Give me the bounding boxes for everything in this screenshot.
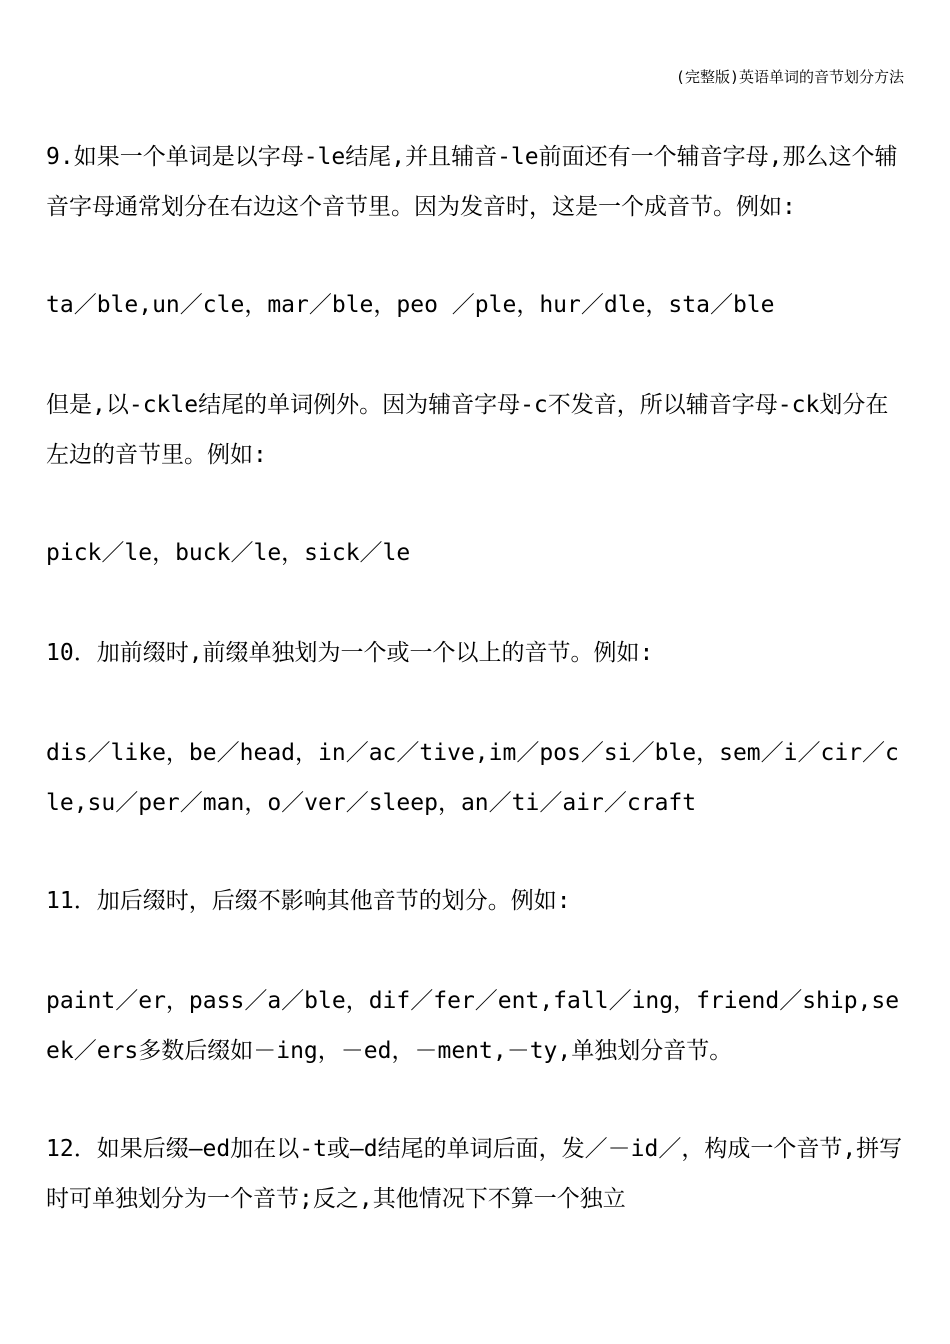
paragraph-rule-12: 12．如果后缀—ed加在以-t或—d结尾的单词后面，发／－id／，构成一个音节,拼写时可单独划分为一个音节;反之,其他情况下不算一个独立 [46,1136,903,1212]
paragraph-rule-11: 11．加后缀时，后缀不影响其他音节的划分。例如: [46,888,571,914]
example-prefix-words: dis／like，be／head，in／ac／tive,im／pos／si／ble，sem／i／cir／cle,su／per／man，o／ver／sleep，an／ti／air／craft [46,740,899,816]
example-ckle-words: pick／le，buck／le，sick／le [46,540,411,566]
paragraph-rule-10: 10．加前缀时,前缀单独划为一个或一个以上的音节。例如: [46,640,654,666]
paragraph-rule-9: 9.如果一个单词是以字母-le结尾,并且辅音-le前面还有一个辅音字母,那么这个辅音字母通常划分在右边这个音节里。因为发音时，这是一个成音节。例如: [46,144,898,220]
example-le-words: ta／ble,un／cle，mar／ble，peo ／ple，hur／dle，sta／ble [46,292,775,318]
paragraph-ckle-exception: 但是,以-ckle结尾的单词例外。因为辅音字母-c不发音，所以辅音字母-ck划分在左边的音节里。例如: [46,392,889,468]
page-header: (完整版)英语单词的音节划分方法 [675,68,904,86]
example-suffix-words: paint／er，pass／a／ble，dif／fer／ent,fall／ing，friend／ship,seek／ers多数后缀如－ing，－ed，－ment,－ty,单独划分音节。 [46,988,900,1064]
document-body [46,132,908,1224]
